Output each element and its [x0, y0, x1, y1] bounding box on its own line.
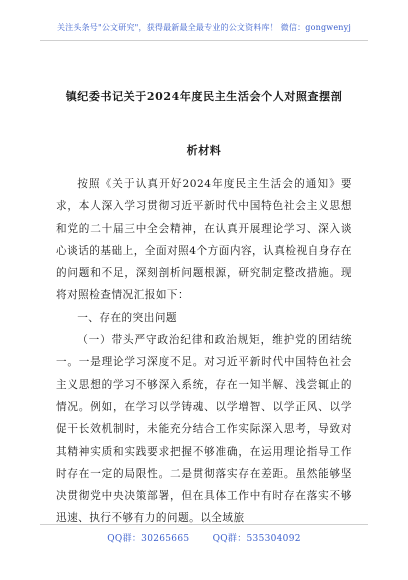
header-divider	[40, 40, 368, 41]
document-title: 镇纪委书记关于2024年度民主生活会个人对照查摆剖析材料	[65, 90, 343, 157]
document-body	[56, 173, 352, 530]
footer-divider	[40, 524, 368, 525]
qq-group-2: QQ群：535304092	[212, 534, 301, 544]
section-heading: 一、存在的突出问题	[77, 311, 178, 324]
qq-group-1: QQ群：30265665	[107, 534, 190, 544]
intro-paragraph: 按照《关于认真开好2024年度民主生活会的通知》要求，本人深入学习贯彻习近平新时代中国特色社会主义思想和党的二十届三中全会精神，在认真开展理论学习、深入谈心谈话的基础上，全面对照4个方面内容，认真检视自身存在的问题和不足，深刻剖析问题根源，研究制定整改措施。现将对照检查情况汇报如下：	[56, 178, 352, 302]
section-paragraph: （一）带头严守政治纪律和政治规矩，维护党的团结统一。一是理论学习深度不足。对习近平新时代中国特色社会主义思想的学习不够深入系统，存在一知半解、浅尝辄止的情况。例如，在学习以学铸魂、以学增智、以学正风、以学促干长效机制时，未能充分结合工作实际深入思考，导致对其精神实质和实践要求把握不够准确，在运用理论指导工作时存在一定的局限性。二是贯彻落实存在差距。虽然能够坚决贯彻党中央决策部署，但在具体工作中有时存在落实不够迅速、执行不够有力的问题。以全域旅	[56, 334, 352, 525]
footer-contacts	[0, 531, 408, 544]
promo-banner: 关注头条号"公文研究"，获得最新最全最专业的公文资料库！ 微信：gongwenyj	[56, 23, 352, 32]
